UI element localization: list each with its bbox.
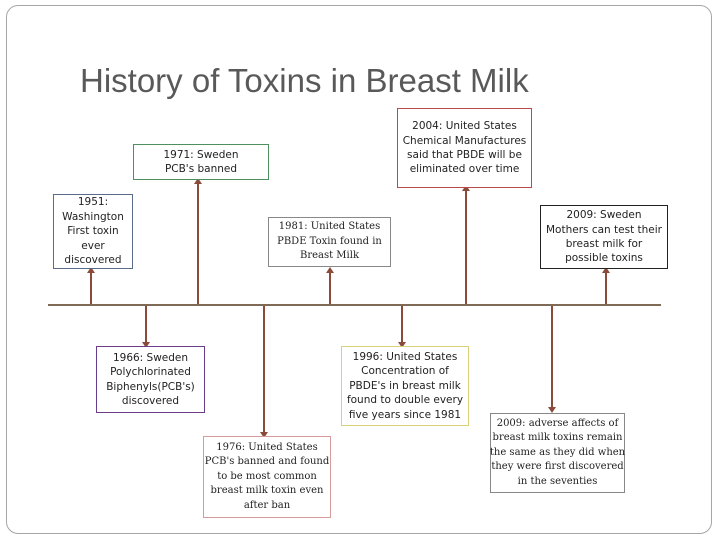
- event-box-2009-sweden: [540, 205, 668, 269]
- connector-1951: [90, 272, 92, 304]
- event-heading: 1951:: [77, 196, 109, 209]
- event-text: discovered: [121, 394, 180, 407]
- event-text: after ban: [243, 499, 291, 511]
- event-text: they were first discovered: [491, 461, 624, 473]
- event-text: Washington: [62, 210, 124, 223]
- event-heading: 1981: United States: [278, 221, 381, 233]
- connector-1971: [197, 183, 199, 304]
- event-text: in the seventies: [517, 475, 598, 487]
- connector-2004: [465, 190, 467, 304]
- event-heading: 1966: Sweden: [112, 351, 189, 364]
- connector-2009b: [551, 306, 553, 408]
- event-box-2009-adverse: [490, 413, 625, 493]
- event-heading: 2009: Sweden: [566, 209, 642, 222]
- connector-1981: [329, 272, 331, 304]
- event-text: breast milk for: [565, 238, 643, 250]
- event-text: Biphenyls(PCB's): [106, 380, 195, 393]
- event-text: breast milk toxins remain: [492, 432, 623, 444]
- event-box-1981: [268, 217, 391, 267]
- event-heading: 1971: Sweden: [163, 148, 239, 161]
- event-text: PCB's banned and found: [204, 456, 330, 468]
- event-box-1996: [341, 346, 469, 426]
- event-text: Concentration of: [361, 365, 449, 378]
- event-text: to be most common: [217, 470, 317, 482]
- event-text: possible toxins: [565, 252, 643, 265]
- connector-1966: [145, 306, 147, 343]
- event-text: First toxin: [67, 225, 119, 238]
- event-text: the same as they did when: [489, 446, 626, 458]
- event-text: PBDE Toxin found in: [277, 235, 382, 247]
- event-text: five years since 1981: [348, 408, 462, 421]
- event-heading: 2009: adverse affects of: [496, 417, 619, 429]
- event-box-1971: [133, 144, 269, 180]
- event-heading: 1976: United States: [216, 441, 318, 453]
- event-text: ever: [81, 239, 105, 252]
- event-box-2004: [397, 108, 532, 188]
- timeline-axis: [48, 304, 661, 306]
- event-text: PBDE's in breast milk: [349, 379, 461, 392]
- event-text: found to double every: [346, 394, 464, 407]
- event-text: PCB's banned: [164, 163, 238, 175]
- page-title: History of Toxins in Breast Milk: [80, 62, 529, 99]
- event-box-1966: [96, 346, 205, 413]
- event-text: said that PBDE will be: [407, 149, 522, 161]
- event-box-1976: [203, 436, 331, 518]
- connector-1976: [263, 306, 265, 433]
- event-box-1951: [53, 194, 133, 269]
- event-text: Mothers can test their: [545, 223, 662, 236]
- event-heading: 2004: United States: [412, 120, 517, 133]
- event-text: eliminated over time: [409, 163, 520, 176]
- event-text: Chemical Manufactures: [402, 134, 527, 147]
- event-text: Polychlorinated: [110, 366, 191, 379]
- event-text: discovered: [64, 254, 122, 267]
- event-text: breast milk toxin even: [210, 485, 324, 497]
- event-text: Breast Milk: [299, 250, 360, 262]
- event-heading: 1996: United States: [352, 350, 458, 363]
- connector-1996: [401, 306, 403, 343]
- connector-2009a: [605, 272, 607, 304]
